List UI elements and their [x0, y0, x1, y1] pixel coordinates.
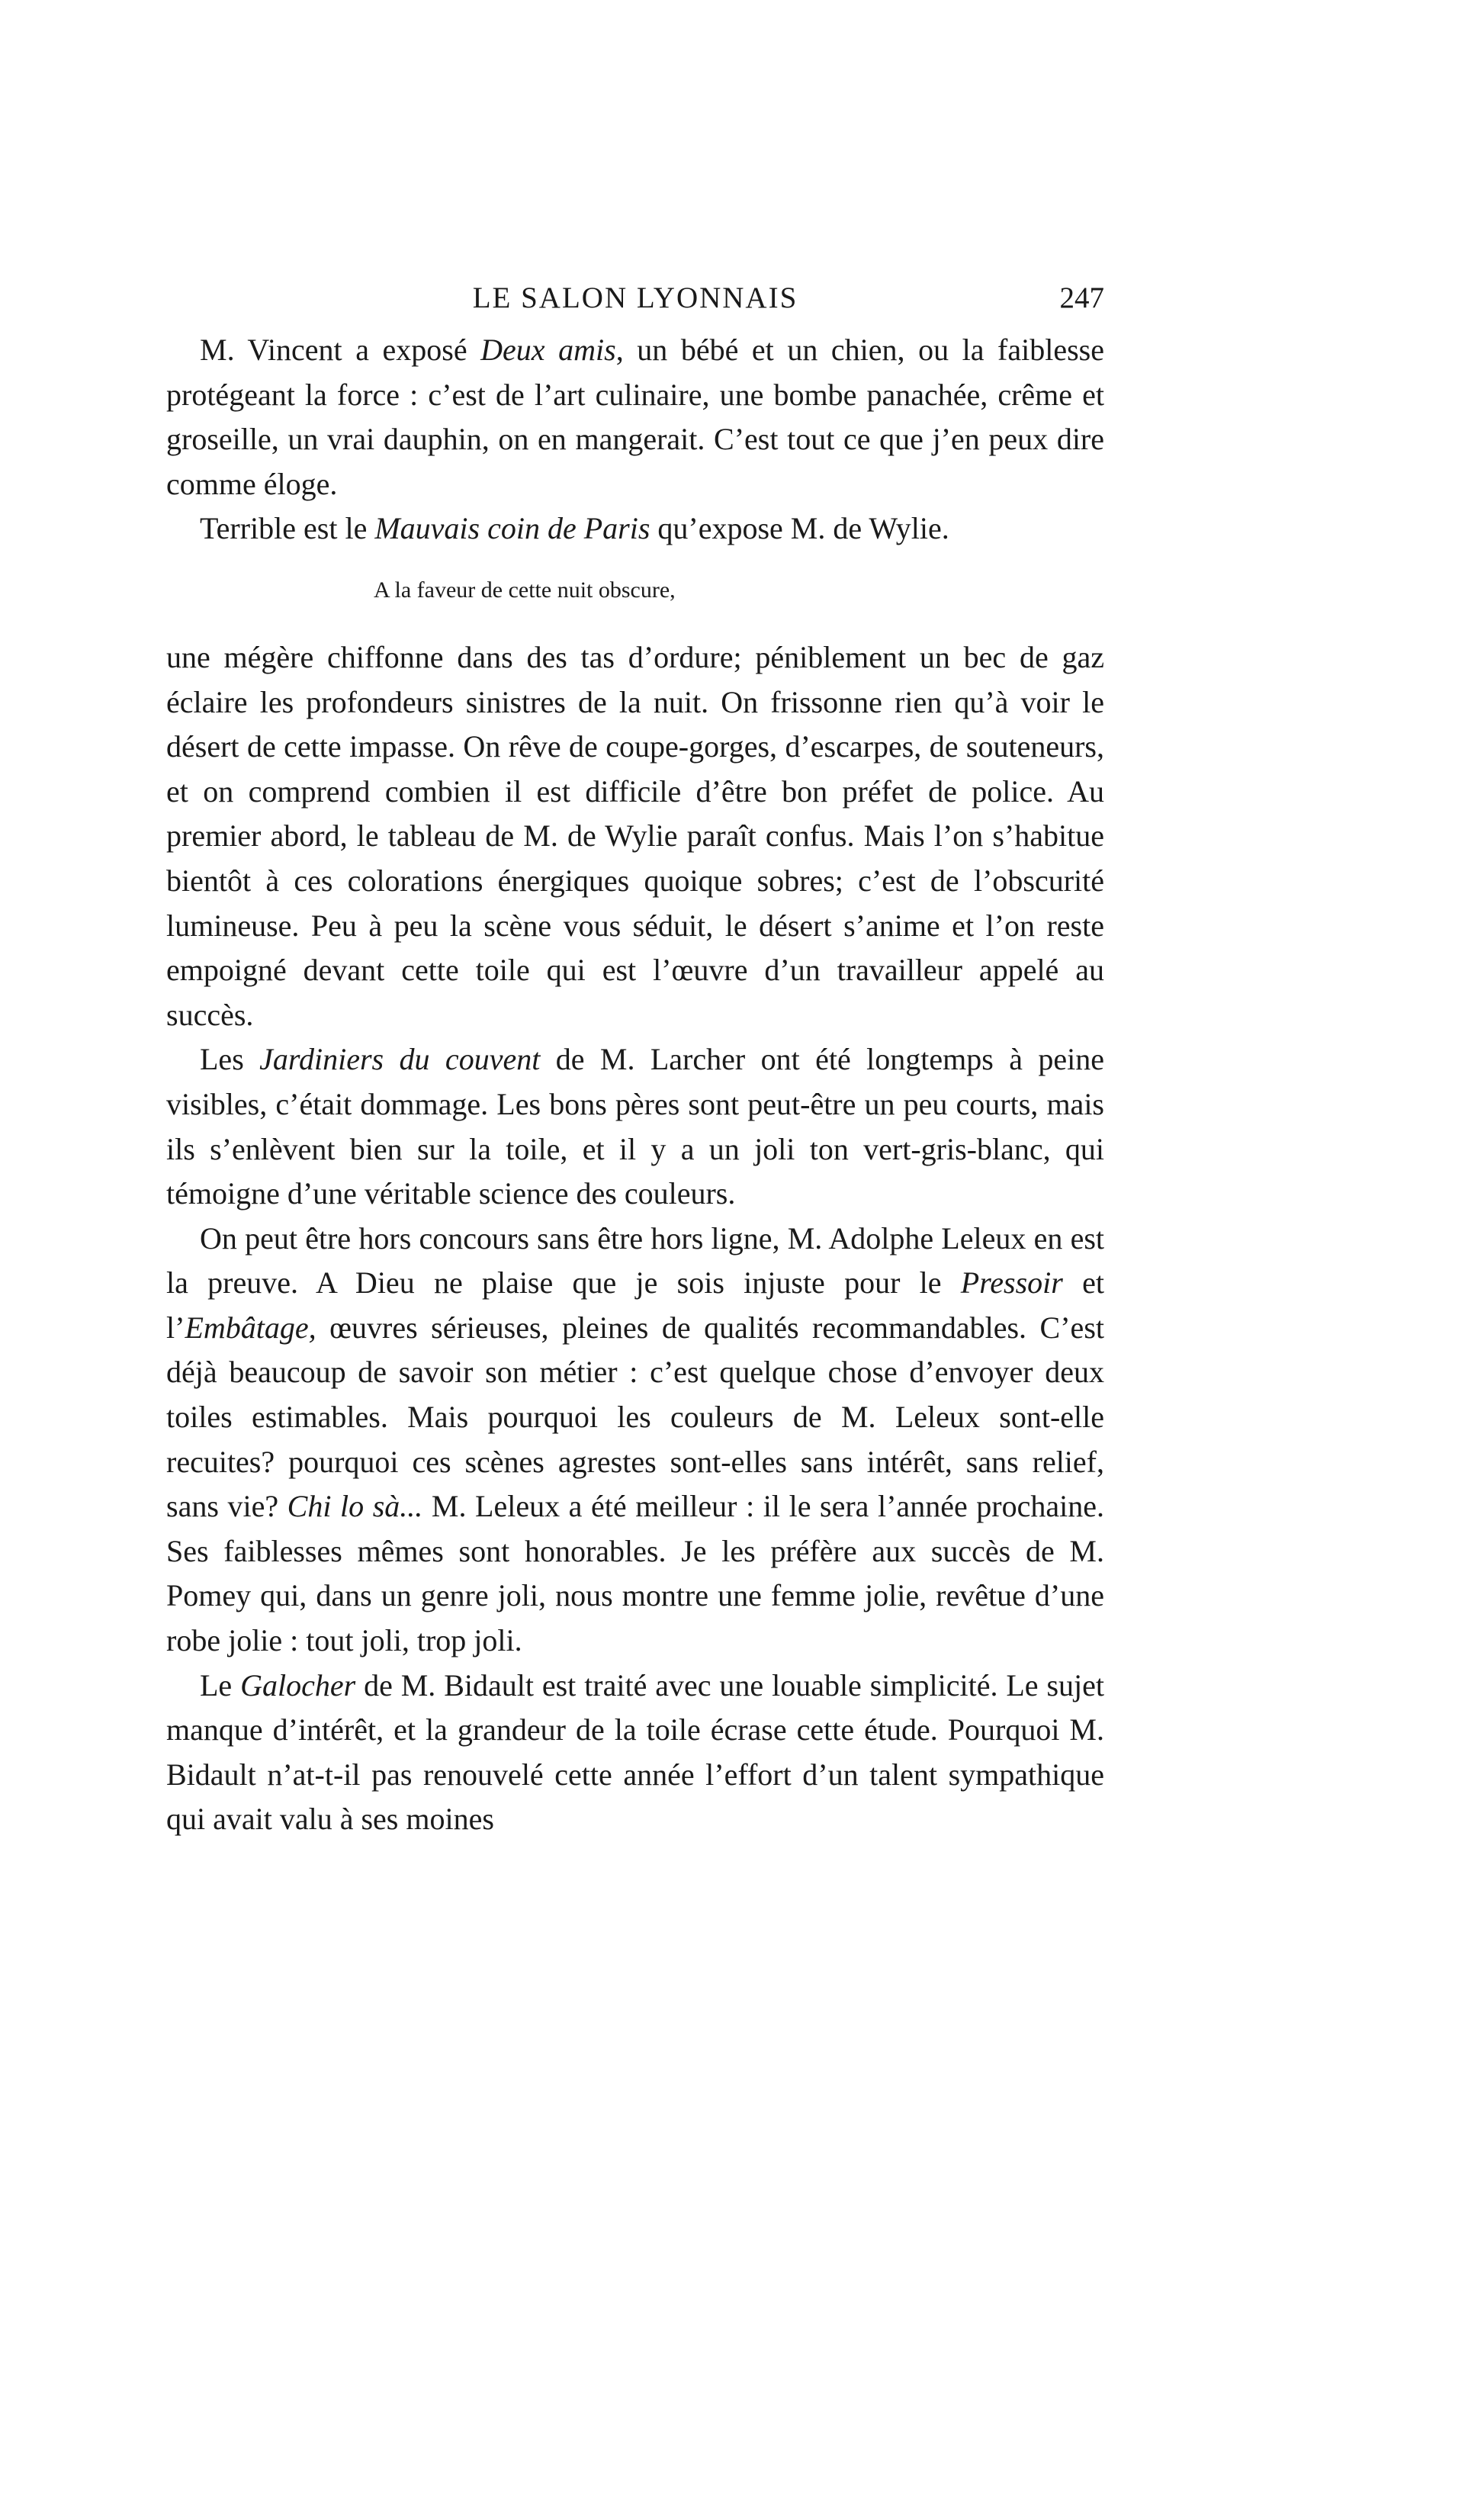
text-run: M. Vincent a exposé [200, 333, 481, 367]
artwork-title: Jardiniers du couvent [259, 1042, 541, 1077]
verse-quotation: A la faveur de cette nuit obscure, [374, 577, 676, 603]
text-run: Le [200, 1667, 241, 1702]
body-text [166, 328, 1104, 1842]
text-run: qu’expose M. de Wylie. [650, 511, 949, 546]
text-run: M. Leleux a été meilleur : il le sera l’année prochaine. Ses faiblesses mêmes sont honorables. Je les préfère aux succès de M. Pomey qui, dans un genre joli, nous montre une femme jolie, revêtue d’une robe jolie : tout joli, trop joli. [166, 1489, 1104, 1658]
text-run: Terrible est le [200, 511, 375, 546]
paragraph-bidault [166, 1664, 1104, 1842]
italic-phrase: Chi lo sà... [287, 1489, 423, 1524]
artwork-title: Mauvais coin de Paris [374, 511, 650, 546]
page-number: 247 [1059, 281, 1104, 314]
artwork-title: Deux amis [480, 333, 616, 367]
text-run: et l’ [166, 1265, 1104, 1345]
text-run: de M. Bidault est traité avec une louable simplicité. Le sujet manque d’intérêt, et la grandeur de la toile écrase cette étude. Pourquoi M. Bidault n’at-t-il pas renouvelé cette année l’effort d’un talent sympathique qui avait valu à ses moines [166, 1667, 1105, 1837]
artwork-title: Pressoir [960, 1265, 1063, 1301]
running-title: LE SALON LYONNAIS [472, 281, 798, 314]
page-header [166, 275, 1104, 320]
artwork-title: Galocher [240, 1667, 356, 1702]
text-run: , un bébé et un chien, ou la faiblesse protégeant la force : c’est de l’art culinaire, une bombe panachée, crême et groseille, un vrai dauphin, on en mangerait. C’est tout ce que j’en peux dire comme éloge. [166, 333, 1105, 501]
text-run: On peut être hors concours sans être hors ligne, M. Adolphe Leleux en est la preuve. A Dieu ne plaise que je sois injuste pour le [166, 1220, 1104, 1301]
artwork-title: Embâtage, [185, 1310, 316, 1345]
text-run: Les [200, 1042, 260, 1077]
paragraph-wylie-description [166, 635, 1104, 1037]
paragraph-wylie-intro [166, 506, 1104, 551]
paragraph-vincent [166, 328, 1104, 506]
paragraph-leleux [166, 1217, 1104, 1664]
text-run: de M. Larcher ont été longtemps à peine visibles, c’était dommage. Les bons pères sont peut-être un peu courts, mais ils s’enlèvent bien sur la toile, et il y a un joli ton vert-gris-blanc, qui témoigne d’une véritable science des couleurs. [166, 1042, 1104, 1211]
text-run: une mégère chiffonne dans des tas d’ordure; péniblement un bec de gaz éclaire les profondeurs sinistres de la nuit. On frissonne rien qu’à voir le désert de cette impasse. On rêve de coupe-gorges, d’escarpes, de souteneurs, et on comprend combien il est difficile d’être bon préfet de police. Au premier abord, le tableau de M. de Wylie paraît confus. Mais l’on s’habitue bientôt à ces colorations énergiques quoique sobres; c’est de l’obscurité lumineuse. Peu à peu la scène vous séduit, le désert s’anime et l’on reste empoigné devant cette toile qui est l’œuvre d’un travailleur appelé au succès. [166, 639, 1104, 1032]
text-run: œuvres sérieuses, pleines de qualités recommandables. C’est déjà beaucoup de savoir son métier : c’est quelque chose d’envoyer deux toiles estimables. Mais pourquoi les couleurs de M. Leleux sont-elle recuites? pourquoi ces scènes agrestes sont-elles sans intérêt, sans relief, sans vie? [166, 1310, 1104, 1524]
paragraph-larcher [166, 1037, 1104, 1216]
